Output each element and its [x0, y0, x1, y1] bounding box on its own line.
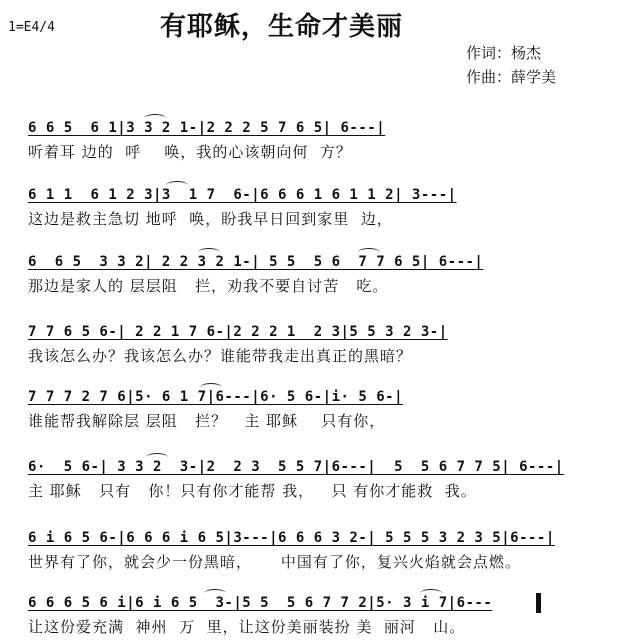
lyrics-line-3: 那边是家人的 层层阻 拦，劝我不要自讨苦 吃。	[28, 277, 389, 295]
lyricist-credit: 作词：杨杰	[466, 44, 542, 62]
final-barline	[536, 593, 541, 613]
slur-mark	[204, 589, 226, 598]
notes-line-1: 6 6 5 6 1|3 3 2 1-|2 2 2 5 7 6 5| 6---|	[28, 120, 386, 136]
score-line-5	[28, 387, 634, 432]
score-line-7	[28, 528, 634, 573]
lyrics-line-5: 谁能帮我解除层 层阻 拦？ 主 耶稣 只有你，	[28, 412, 386, 430]
lyrics-line-6: 主 耶稣 只有 你！只有你才能帮 我， 只 有你才能救 我。	[28, 482, 477, 500]
score-line-3	[28, 252, 634, 297]
slur-mark	[166, 181, 188, 190]
notes-line-8: 6 6 6 5 6 i|6 i 6 5 3-|5 5 5 6 7 7 2|5· 3 i 7|6---	[28, 595, 493, 611]
slur-mark	[358, 248, 380, 257]
score-line-4	[28, 322, 634, 367]
score-line-2	[28, 185, 634, 230]
lyrics-line-7: 世界有了你，就会少一份黑暗， 中国有了你，复兴火焰就会点燃。	[28, 553, 521, 571]
slur-mark	[200, 383, 222, 392]
notes-line-5: 7 7 7 2 7 6|5· 6 1 7|6---|6· 5 6-|i· 5 6-|	[28, 389, 404, 405]
score-line-1	[28, 118, 634, 163]
lyrics-line-1: 听着耳 边的 呼 唤，我的心该朝向何 方？	[28, 143, 352, 161]
slur-mark	[146, 453, 168, 462]
key-signature: 1=E4/4	[8, 20, 55, 35]
lyrics-line-4: 我该怎么办？我该怎么办？谁能带我走出真正的黑暗？	[28, 347, 413, 365]
slur-mark	[420, 589, 442, 598]
song-title: 有耶稣，生命才美丽	[160, 12, 404, 42]
score-line-8	[28, 593, 634, 638]
slur-mark	[198, 248, 220, 257]
notes-line-2: 6 1 1 6 1 2 3|3 1 7 6-|6 6 6 1 6 1 1 2| 3---|	[28, 187, 457, 203]
notes-line-7: 6 i 6 5 6-|6 6 6 i 6 5|3---|6 6 6 3 2-| 5 5 5 3 2 3 5|6---|	[28, 530, 555, 546]
lyrics-line-2: 这边是救主急切 地呼 唤，盼我早日回到家里 边，	[28, 210, 393, 228]
slur-mark	[144, 114, 166, 123]
composer-credit: 作曲：薛学美	[466, 68, 557, 86]
notes-line-6: 6· 5 6-| 3 3 2 3-|2 2 3 5 5 7|6---| 5 5 6 7 7 5| 6---|	[28, 459, 564, 475]
lyrics-line-8: 让这份爱充满 神州 万 里，让这份美丽装扮 美 丽河 山。	[28, 618, 466, 636]
score-line-6	[28, 457, 634, 502]
notes-line-4: 7 7 6 5 6-| 2 2 1 7 6-|2 2 2 1 2 3|5 5 3 2 3-|	[28, 324, 448, 340]
notes-line-3: 6 6 5 3 3 2| 2 2 3 2 1-| 5 5 5 6 7 7 6 5| 6---|	[28, 254, 484, 270]
